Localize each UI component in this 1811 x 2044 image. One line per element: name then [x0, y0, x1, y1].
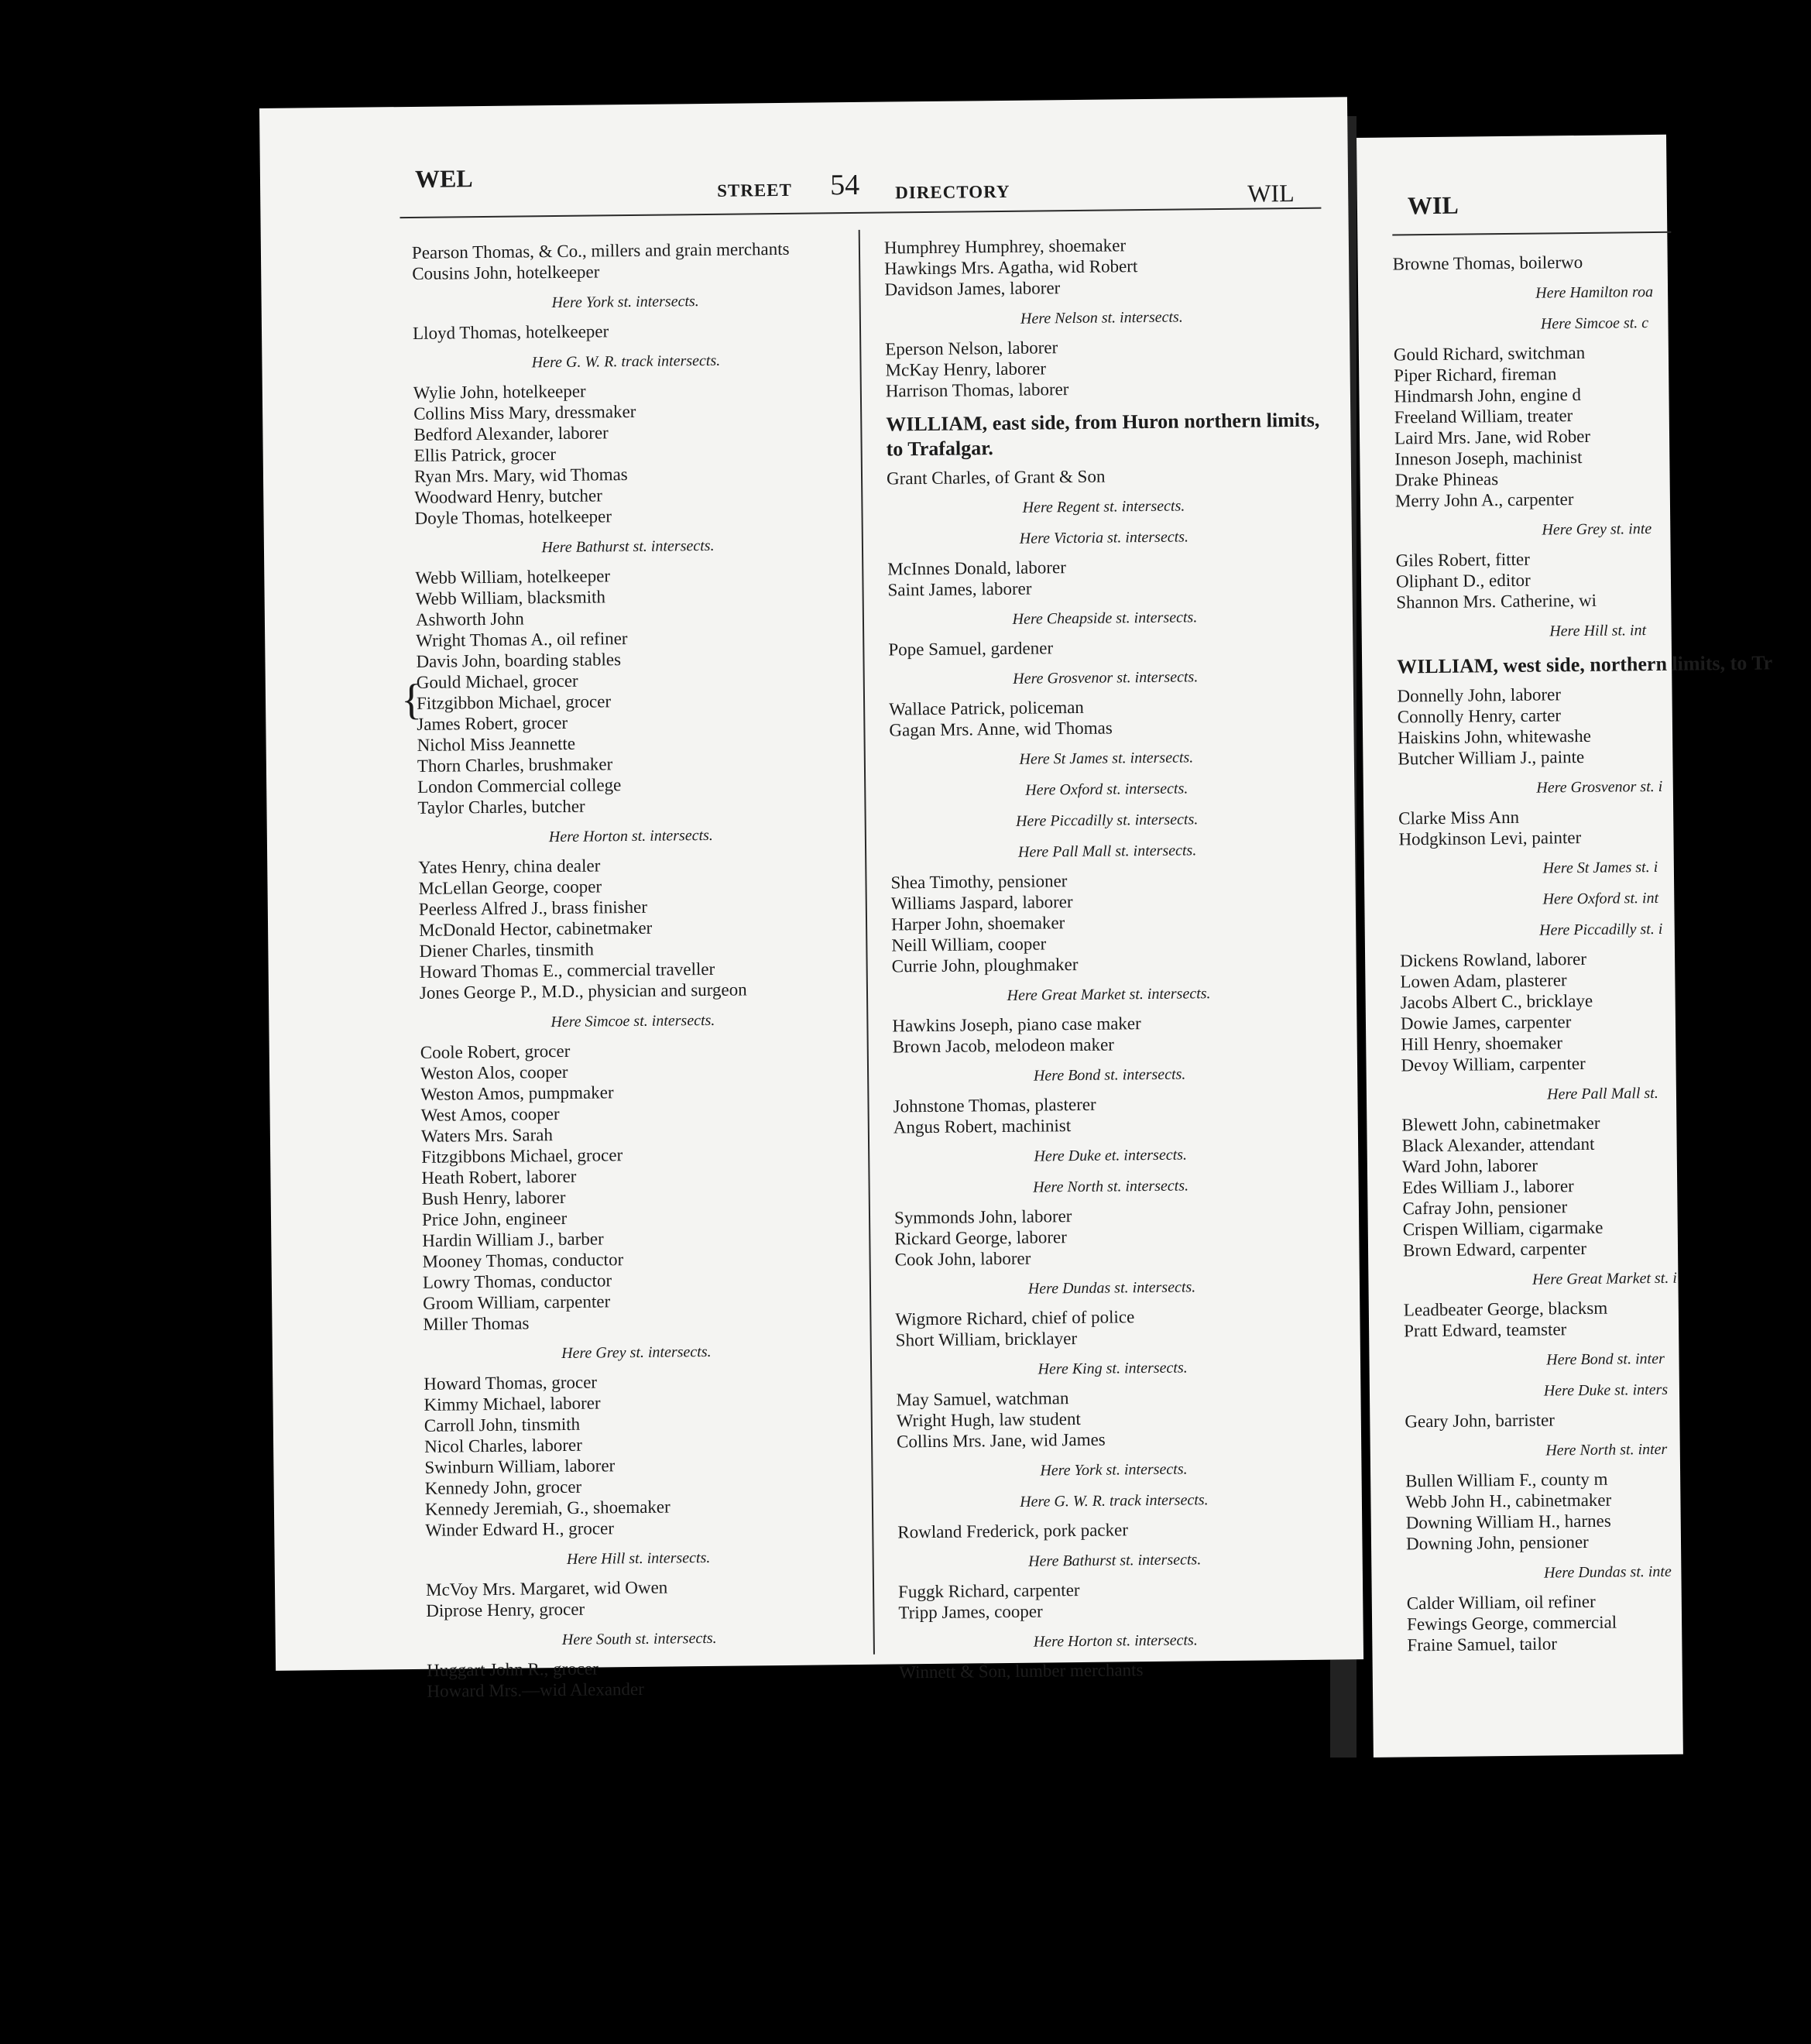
- directory-entry: Fitzgibbons Michael, grocer: [421, 1145, 623, 1167]
- directory-entry: Price John, engineer: [421, 1208, 568, 1229]
- directory-entry: Pope Samuel, gardener: [888, 638, 1054, 660]
- header-rule: [400, 207, 1321, 218]
- directory-entry: Howard Thomas E., commercial traveller: [419, 959, 715, 982]
- header-right-guide: WIL: [1247, 179, 1295, 207]
- directory-entry: Fitzgibbon Michael, grocer: [416, 691, 612, 713]
- directory-entry: Giles Robert, fitter: [1395, 549, 1530, 571]
- street-heading: WILLIAM, east side, from Huron northern limits, to Trafalgar.: [886, 408, 1320, 461]
- directory-entry: Wright Hugh, law student: [896, 1408, 1081, 1431]
- directory-entry: Jacobs Albert C., bricklaye: [1400, 990, 1593, 1013]
- directory-entry: Oliphant D., editor: [1395, 570, 1531, 592]
- directory-entry: Leadbeater George, blacksm: [1403, 1298, 1608, 1320]
- directory-entry: Diener Charles, tinsmith: [419, 939, 595, 961]
- directory-entry: Inneson Joseph, machinist: [1394, 447, 1583, 469]
- directory-entry: Edes William J., laborer: [1402, 1176, 1574, 1198]
- intersects-note: Here Grosvenor st. intersects.: [1013, 668, 1199, 688]
- header-left-guide: WEL: [414, 164, 473, 193]
- directory-entry: Webb John H., cabinetmaker: [1405, 1490, 1612, 1512]
- intersects-note: Here Dundas st. inte: [1543, 1562, 1672, 1582]
- directory-entry: Taylor Charles, butcher: [417, 796, 585, 818]
- intersects-note: Here North st. inter: [1545, 1440, 1668, 1459]
- directory-entry: Brown Edward, carpenter: [1402, 1238, 1587, 1260]
- directory-entry: Hodgkinson Levi, painter: [1398, 828, 1582, 849]
- directory-entry: Merry John A., carpenter: [1394, 489, 1574, 511]
- directory-entry: Weston Alos, cooper: [420, 1061, 568, 1083]
- intersects-note: Here Horton st. intersects.: [1033, 1631, 1198, 1651]
- directory-entry: Webb William, blacksmith: [415, 587, 606, 609]
- intersects-note: Here Hill st. intersects.: [566, 1549, 711, 1568]
- column-1: [412, 238, 853, 1702]
- directory-entry: Grant Charles, of Grant & Son: [886, 466, 1106, 489]
- directory-entry: Eperson Nelson, laborer: [885, 338, 1058, 359]
- directory-entry: McLellan George, cooper: [418, 876, 602, 898]
- directory-entry: Hawkings Mrs. Agatha, wid Robert: [884, 256, 1138, 279]
- intersects-note: Here Nelson st. intersects.: [1020, 308, 1183, 328]
- directory-entry: Short William, bricklayer: [895, 1329, 1078, 1350]
- column-2: [884, 233, 1333, 1683]
- directory-entry: Rowland Frederick, pork packer: [897, 1520, 1129, 1542]
- directory-entry: Neill William, cooper: [891, 934, 1047, 955]
- directory-entry: Peerless Alfred J., brass finisher: [418, 897, 648, 919]
- directory-entry: Lowry Thomas, conductor: [422, 1271, 612, 1292]
- directory-entry: Winnett & Son, lumber merchants: [899, 1660, 1144, 1682]
- directory-entry: Clarke Miss Ann: [1398, 807, 1520, 828]
- directory-entry: Wigmore Richard, chief of police: [895, 1307, 1135, 1329]
- directory-entry: Cook John, laborer: [894, 1248, 1031, 1270]
- directory-entry: Jones George P., M.D., physician and surgeon: [419, 979, 747, 1003]
- intersects-note: Here North st. intersects.: [1033, 1177, 1189, 1196]
- directory-entry: Butcher William J., painte: [1398, 746, 1585, 769]
- directory-entry: Yates Henry, china dealer: [418, 856, 601, 877]
- directory-entry: Currie John, ploughmaker: [891, 954, 1079, 976]
- header-street: STREET: [717, 180, 793, 201]
- directory-entry: McDonald Hector, cabinetmaker: [418, 917, 653, 940]
- directory-entry: Laird Mrs. Jane, wid Rober: [1394, 426, 1591, 448]
- directory-entry: Hawkins Joseph, piano case maker: [892, 1013, 1141, 1036]
- directory-entry: Downing John, pensioner: [1405, 1531, 1589, 1554]
- intersects-note: Here Duke st. inters: [1543, 1380, 1669, 1400]
- directory-entry: London Commercial college: [417, 775, 622, 797]
- directory-entry: Williams Jaspard, laborer: [890, 892, 1073, 914]
- directory-entry: Mooney Thomas, conductor: [422, 1250, 624, 1271]
- directory-entry: Dowie James, carpenter: [1400, 1012, 1572, 1034]
- directory-entry: Kennedy Jeremiah, G., shoemaker: [424, 1497, 671, 1519]
- directory-entry: Davidson James, laborer: [884, 278, 1061, 300]
- directory-entry: Cafray John, pensioner: [1402, 1197, 1568, 1219]
- directory-entry: Geary John, barrister: [1405, 1410, 1555, 1432]
- directory-entry: Crispen William, cigarmake: [1402, 1217, 1603, 1240]
- intersects-note: Here Horton st. intersects.: [548, 826, 713, 846]
- directory-entry: Fewings George, commercial: [1406, 1612, 1617, 1634]
- directory-entry: Hindmarsh John, engine d: [1394, 384, 1582, 406]
- intersects-note: Here Bond st. inter: [1546, 1350, 1665, 1369]
- directory-entry: Collins Mrs. Jane, wid James: [896, 1429, 1106, 1452]
- directory-entry: Diprose Henry, grocer: [426, 1599, 585, 1620]
- intersects-note: Here Grosvenor st. i: [1536, 777, 1663, 797]
- directory-entry: Lloyd Thomas, hotelkeeper: [412, 321, 609, 343]
- page-number: 54: [829, 168, 860, 202]
- directory-entry: Weston Amos, pumpmaker: [420, 1082, 614, 1104]
- intersects-note: Here Piccadilly st. intersects.: [1015, 811, 1199, 830]
- directory-entry: Blewett John, cabinetmaker: [1401, 1113, 1600, 1135]
- intersects-note: Here Grey st. intersects.: [561, 1343, 712, 1363]
- street-heading: WILLIAM, west side, northern limits, to Tr: [1397, 651, 1773, 678]
- intersects-note: Here Great Market st. i: [1531, 1269, 1677, 1288]
- intersects-note: Here South st. intersects.: [561, 1629, 717, 1649]
- directory-entry: Gagan Mrs. Anne, wid Thomas: [889, 718, 1113, 740]
- intersects-note: Here Bathurst st. intersects.: [1028, 1551, 1202, 1570]
- directory-entry: Wright Thomas A., oil refiner: [416, 629, 628, 650]
- directory-entry: May Samuel, watchman: [896, 1388, 1069, 1410]
- directory-entry: Bedford Alexander, laborer: [413, 423, 609, 444]
- directory-entry: Ward John, laborer: [1401, 1155, 1538, 1177]
- directory-entry: McKay Henry, laborer: [885, 358, 1047, 380]
- intersects-note: Here Piccadilly st. i: [1539, 920, 1663, 939]
- directory-entry: Drake Phineas: [1394, 469, 1499, 490]
- directory-entry: Harrison Thomas, laborer: [885, 379, 1069, 401]
- directory-entry: Howard Thomas, grocer: [424, 1372, 598, 1394]
- directory-entry: Johnstone Thomas, plasterer: [893, 1094, 1096, 1116]
- directory-entry: Lowen Adam, plasterer: [1400, 970, 1567, 992]
- header-rule: [1392, 231, 1671, 236]
- directory-entry: Thorn Charles, brushmaker: [417, 754, 613, 776]
- brace-mark: {: [400, 675, 423, 725]
- intersects-note: Here Cheapside st. intersects.: [1012, 609, 1198, 628]
- directory-entry: James Robert, grocer: [417, 712, 568, 734]
- intersects-note: Here Simcoe st. intersects.: [551, 1011, 715, 1031]
- directory-entry: Miller Thomas: [423, 1313, 530, 1334]
- directory-entry: Donnelly John, laborer: [1397, 684, 1562, 706]
- directory-entry: Calder William, oil refiner: [1406, 1591, 1596, 1614]
- directory-entry: Collins Miss Mary, dressmaker: [413, 401, 636, 424]
- intersects-note: Here Pall Mall st.: [1546, 1084, 1658, 1103]
- intersects-note: Here Oxford st. intersects.: [1025, 780, 1188, 799]
- directory-entry: West Amos, cooper: [420, 1104, 560, 1125]
- directory-entry: Carroll John, tinsmith: [424, 1414, 581, 1435]
- intersects-note: Here Bathurst st. intersects.: [541, 537, 715, 557]
- directory-entry: Winder Edward H., grocer: [425, 1518, 615, 1540]
- directory-entry: Kimmy Michael, laborer: [424, 1393, 601, 1415]
- directory-entry: Downing William H., harnes: [1405, 1511, 1611, 1533]
- directory-entry: Heath Robert, laborer: [421, 1166, 577, 1188]
- directory-entry: Webb William, hotelkeeper: [415, 566, 611, 588]
- directory-entry: Coole Robert, grocer: [420, 1041, 571, 1062]
- directory-entry: Pratt Edward, teamster: [1404, 1319, 1567, 1341]
- intersects-note: Here Grey st. inte: [1542, 520, 1652, 539]
- left-page: [259, 97, 1363, 1701]
- directory-entry: Davis John, boarding stables: [416, 650, 622, 671]
- intersects-note: Here G. W. R. track intersects.: [531, 352, 721, 372]
- directory-entry: Piper Richard, fireman: [1394, 364, 1557, 386]
- intersects-note: Here York st. intersects.: [551, 293, 699, 312]
- intersects-note: Here G. W. R. track intersects.: [1020, 1491, 1209, 1511]
- directory-entry: Nichol Miss Jeannette: [417, 733, 576, 755]
- intersects-note: Here Victoria st. intersects.: [1019, 528, 1189, 547]
- intersects-note: Here Bond st. intersects.: [1033, 1065, 1186, 1085]
- directory-entry: Brown Jacob, melodeon maker: [892, 1034, 1115, 1057]
- directory-entry: Kennedy John, grocer: [424, 1476, 582, 1498]
- intersects-note: Here King st. intersects.: [1038, 1359, 1188, 1378]
- intersects-note: Here St James st. i: [1542, 858, 1658, 877]
- directory-entry: Swinburn William, laborer: [424, 1456, 616, 1477]
- intersects-note: Here York st. intersects.: [1040, 1460, 1188, 1480]
- intersects-note: Here Hill st. int: [1549, 622, 1647, 640]
- directory-entry: Angus Robert, machinist: [893, 1116, 1072, 1137]
- intersects-note: Here Hamilton roa: [1535, 283, 1654, 302]
- intersects-note: Here Dundas st. intersects.: [1027, 1278, 1196, 1298]
- directory-entry: Wylie John, hotelkeeper: [413, 381, 586, 403]
- directory-entry: Nicol Charles, laborer: [424, 1435, 582, 1456]
- intersects-note: Here Pall Mall st. intersects.: [1017, 842, 1197, 861]
- directory-entry: Shannon Mrs. Catherine, wi: [1396, 590, 1597, 612]
- directory-entry: Browne Thomas, boilerwo: [1392, 252, 1583, 274]
- directory-entry: Shea Timothy, pensioner: [890, 871, 1068, 893]
- directory-entry: McInnes Donald, laborer: [887, 557, 1066, 579]
- directory-entry: Ryan Mrs. Mary, wid Thomas: [413, 465, 628, 486]
- intersects-note: Here Simcoe st. c: [1540, 314, 1649, 333]
- directory-entry: Freeland William, treater: [1394, 406, 1573, 427]
- directory-entry: Symmonds John, laborer: [893, 1206, 1072, 1228]
- directory-entry: Ellis Patrick, grocer: [413, 444, 557, 465]
- directory-entry: Wallace Patrick, policeman: [889, 697, 1084, 719]
- directory-entry: Fraine Samuel, tailor: [1407, 1634, 1558, 1655]
- intersects-note: Here St James st. intersects.: [1019, 749, 1194, 768]
- directory-entry: Waters Mrs. Sarah: [420, 1125, 554, 1146]
- column-1: [1393, 249, 1810, 1655]
- directory-entry: Humphrey Humphrey, shoemaker: [883, 235, 1127, 258]
- directory-entry: Tripp James, cooper: [898, 1601, 1043, 1623]
- directory-entry: Hill Henry, shoemaker: [1401, 1033, 1563, 1055]
- intersects-note: Here Oxford st. int: [1542, 889, 1659, 908]
- directory-entry: Huggart John R., grocer: [427, 1658, 599, 1680]
- directory-entry: Devoy William, carpenter: [1401, 1053, 1586, 1075]
- intersects-note: Here Duke et. intersects.: [1034, 1146, 1188, 1165]
- directory-entry: Woodward Henry, butcher: [414, 485, 602, 507]
- intersects-note: Here Regent st. intersects.: [1022, 497, 1185, 516]
- directory-entry: Howard Mrs.—wid Alexander: [427, 1679, 644, 1701]
- directory-entry: Doyle Thomas, hotelkeeper: [414, 506, 612, 528]
- directory-entry: Black Alexander, attendant: [1401, 1133, 1595, 1156]
- directory-entry: Connolly Henry, carter: [1397, 705, 1562, 727]
- directory-entry: Cousins John, hotelkeeper: [412, 262, 600, 283]
- right-page: [1357, 135, 1773, 1758]
- directory-entry: Harper John, shoemaker: [890, 913, 1065, 935]
- directory-entry: Pearson Thomas, & Co., millers and grain merchants: [411, 238, 790, 262]
- directory-entry: Fuggk Richard, carpenter: [897, 1580, 1080, 1602]
- directory-entry: Rickard George, laborer: [894, 1227, 1067, 1249]
- directory-entry: Bush Henry, laborer: [421, 1187, 566, 1209]
- directory-entry: Groom William, carpenter: [423, 1291, 611, 1313]
- directory-entry: Haiskins John, whitewashe: [1397, 725, 1592, 748]
- directory-entry: Gould Michael, grocer: [416, 670, 578, 692]
- directory-entry: Bullen William F., county m: [1405, 1469, 1608, 1491]
- directory-entry: Ashworth John: [415, 609, 524, 629]
- directory-entry: Saint James, laborer: [887, 578, 1032, 600]
- directory-entry: Hardin William J., barber: [422, 1229, 604, 1250]
- directory-entry: Gould Richard, switchman: [1393, 342, 1586, 365]
- directory-entry: Dickens Rowland, laborer: [1400, 948, 1587, 971]
- header-directory: DIRECTORY: [895, 181, 1010, 203]
- directory-entry: McVoy Mrs. Margaret, wid Owen: [425, 1577, 668, 1600]
- header-left-guide: WIL: [1407, 190, 1459, 220]
- column-divider: [859, 230, 875, 1655]
- intersects-note: Here Great Market st. intersects.: [1007, 985, 1211, 1004]
